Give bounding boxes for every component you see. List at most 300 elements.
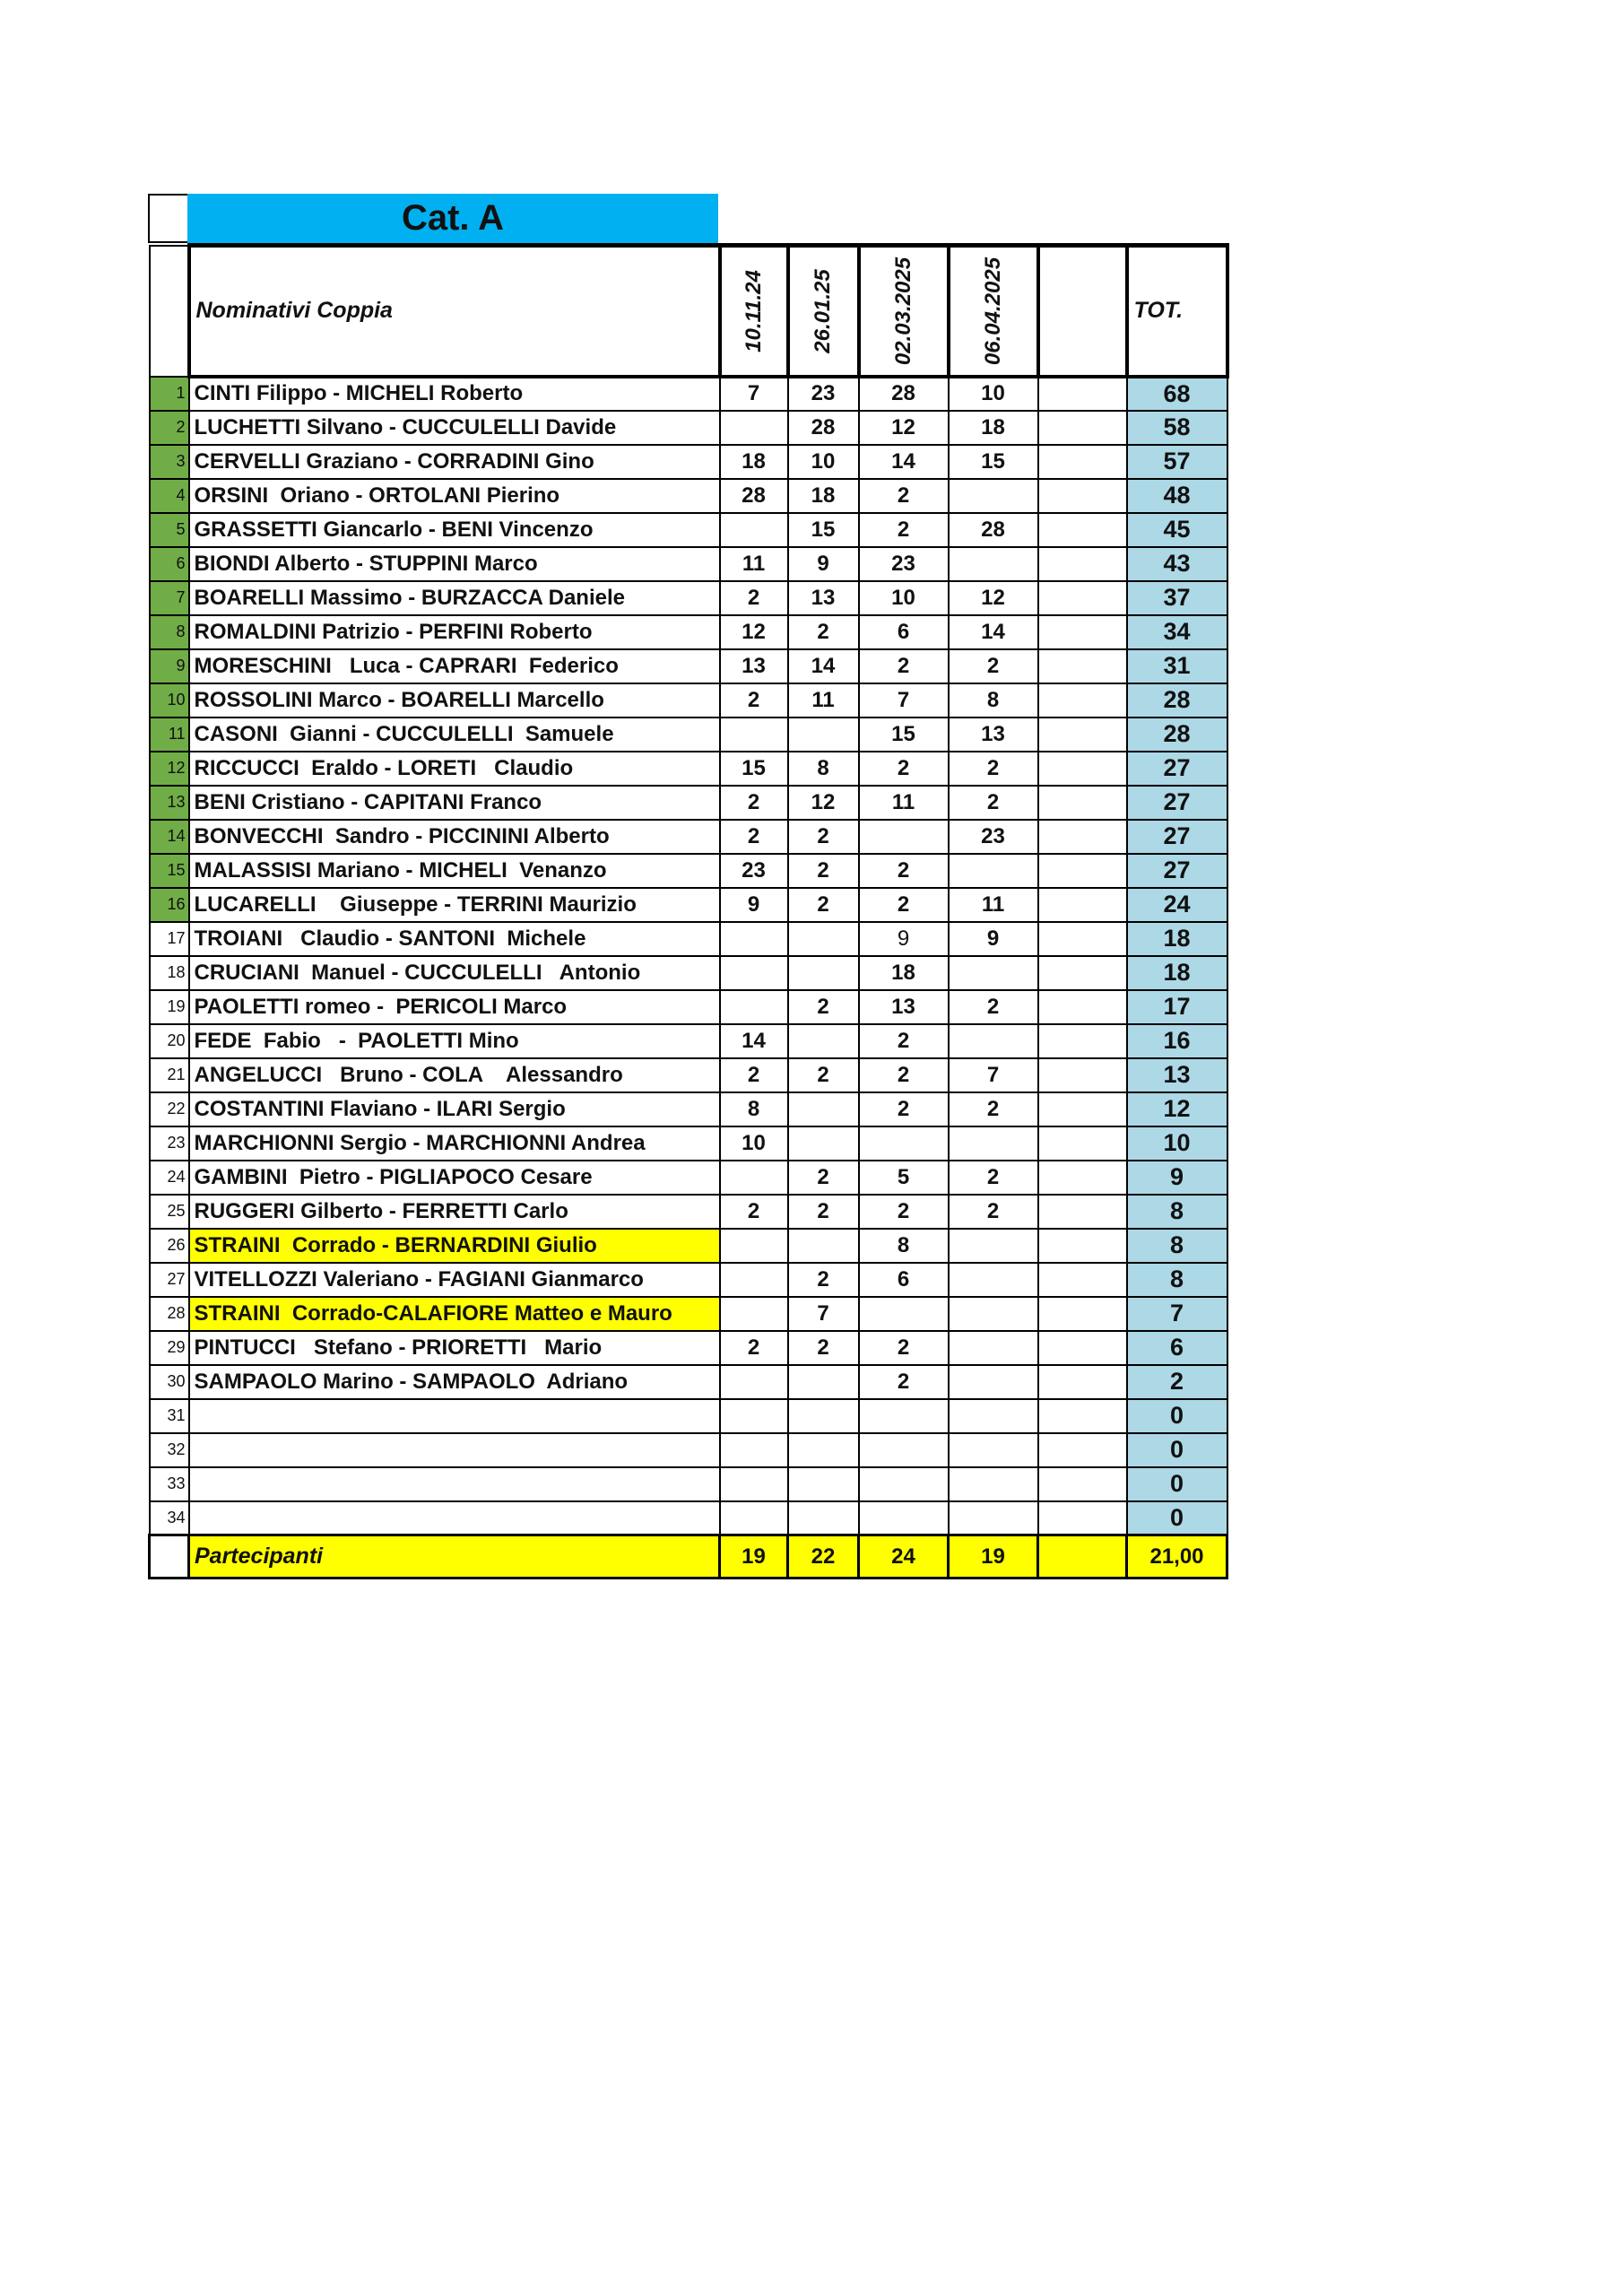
score-cell bbox=[720, 718, 788, 752]
score-cell: 23 bbox=[949, 820, 1038, 854]
score-cell: 10 bbox=[859, 581, 949, 615]
score-cell bbox=[720, 1161, 788, 1195]
score-cell: 2 bbox=[720, 683, 788, 718]
header-date-4 bbox=[949, 246, 1038, 377]
table-row bbox=[150, 1024, 1227, 1058]
total-cell: 17 bbox=[1127, 990, 1227, 1024]
score-cell bbox=[949, 1365, 1038, 1399]
row-index: 17 bbox=[150, 922, 189, 956]
pair-name: MALASSISI Mariano - MICHELI Venanzo bbox=[189, 854, 720, 888]
score-cell: 7 bbox=[949, 1058, 1038, 1092]
score-cell: 2 bbox=[859, 513, 949, 547]
score-cell: 28 bbox=[788, 411, 859, 445]
row-index: 7 bbox=[150, 581, 189, 615]
score-cell: 28 bbox=[859, 377, 949, 411]
score-cell: 9 bbox=[859, 922, 949, 956]
table-row bbox=[150, 1365, 1227, 1399]
row-index: 16 bbox=[150, 888, 189, 922]
score-cell: 2 bbox=[720, 1058, 788, 1092]
score-cell: 2 bbox=[949, 752, 1038, 786]
row-index: 15 bbox=[150, 854, 189, 888]
score-cell bbox=[859, 820, 949, 854]
table-row bbox=[150, 513, 1227, 547]
header-date-2 bbox=[788, 246, 859, 377]
score-cell: 15 bbox=[859, 718, 949, 752]
score-cell: 18 bbox=[788, 479, 859, 513]
table-row bbox=[150, 411, 1227, 445]
table-row bbox=[150, 547, 1227, 581]
score-cell bbox=[859, 1297, 949, 1331]
pair-name: COSTANTINI Flaviano - ILARI Sergio bbox=[189, 1092, 720, 1126]
score-cell bbox=[788, 1092, 859, 1126]
total-cell: 8 bbox=[1127, 1263, 1227, 1297]
score-cell: 2 bbox=[859, 1092, 949, 1126]
score-cell: 2 bbox=[859, 854, 949, 888]
score-cell bbox=[1038, 854, 1127, 888]
score-cell bbox=[1038, 888, 1127, 922]
participants-count-1: 19 bbox=[720, 1535, 788, 1578]
score-cell bbox=[720, 922, 788, 956]
score-cell: 12 bbox=[949, 581, 1038, 615]
score-cell bbox=[859, 1501, 949, 1535]
score-cell bbox=[949, 854, 1038, 888]
score-cell bbox=[1038, 1433, 1127, 1467]
header-date-1-label: 10.11.24 bbox=[741, 269, 766, 352]
total-cell: 18 bbox=[1127, 956, 1227, 990]
pair-name: MARCHIONNI Sergio - MARCHIONNI Andrea bbox=[189, 1126, 720, 1161]
total-cell: 27 bbox=[1127, 820, 1227, 854]
score-cell bbox=[1038, 1365, 1127, 1399]
score-cell: 2 bbox=[788, 1331, 859, 1365]
table-row bbox=[150, 445, 1227, 479]
table-row bbox=[150, 1161, 1227, 1195]
total-cell: 34 bbox=[1127, 615, 1227, 649]
table-row bbox=[150, 1399, 1227, 1433]
score-cell bbox=[1038, 1331, 1127, 1365]
title-row bbox=[148, 194, 1226, 243]
score-cell: 6 bbox=[859, 615, 949, 649]
pair-name: SAMPAOLO Marino - SAMPAOLO Adriano bbox=[189, 1365, 720, 1399]
score-cell: 10 bbox=[788, 445, 859, 479]
table-row bbox=[150, 888, 1227, 922]
participants-count-2: 22 bbox=[788, 1535, 859, 1578]
score-cell bbox=[1038, 377, 1127, 411]
score-cell bbox=[859, 1433, 949, 1467]
table-row bbox=[150, 718, 1227, 752]
score-cell bbox=[1038, 1229, 1127, 1263]
score-cell bbox=[788, 956, 859, 990]
pair-name: RICCUCCI Eraldo - LORETI Claudio bbox=[189, 752, 720, 786]
total-cell: 13 bbox=[1127, 1058, 1227, 1092]
score-cell bbox=[949, 479, 1038, 513]
score-cell bbox=[1038, 615, 1127, 649]
score-cell: 11 bbox=[720, 547, 788, 581]
participants-count-3: 24 bbox=[859, 1535, 949, 1578]
score-cell bbox=[1038, 1058, 1127, 1092]
score-cell bbox=[720, 956, 788, 990]
score-cell bbox=[949, 547, 1038, 581]
score-cell: 2 bbox=[788, 888, 859, 922]
score-cell: 2 bbox=[788, 1195, 859, 1229]
row-index: 32 bbox=[150, 1433, 189, 1467]
score-cell bbox=[949, 1024, 1038, 1058]
pair-name: CERVELLI Graziano - CORRADINI Gino bbox=[189, 445, 720, 479]
total-cell: 6 bbox=[1127, 1331, 1227, 1365]
pair-name bbox=[189, 1501, 720, 1535]
score-cell bbox=[1038, 1467, 1127, 1501]
table-row bbox=[150, 615, 1227, 649]
total-cell: 28 bbox=[1127, 718, 1227, 752]
pair-name: PAOLETTI romeo - PERICOLI Marco bbox=[189, 990, 720, 1024]
score-cell bbox=[720, 1297, 788, 1331]
pair-name bbox=[189, 1399, 720, 1433]
score-cell bbox=[949, 1399, 1038, 1433]
pair-name: ROSSOLINI Marco - BOARELLI Marcello bbox=[189, 683, 720, 718]
row-index: 27 bbox=[150, 1263, 189, 1297]
pair-name: BONVECCHI Sandro - PICCININI Alberto bbox=[189, 820, 720, 854]
table-row bbox=[150, 854, 1227, 888]
score-cell: 12 bbox=[788, 786, 859, 820]
table-row bbox=[150, 1263, 1227, 1297]
category-title: Cat. A bbox=[187, 194, 718, 243]
pair-name: CINTI Filippo - MICHELI Roberto bbox=[189, 377, 720, 411]
ranking-sheet bbox=[148, 194, 1226, 1579]
score-cell: 11 bbox=[788, 683, 859, 718]
score-cell bbox=[1038, 1195, 1127, 1229]
pair-name: GAMBINI Pietro - PIGLIAPOCO Cesare bbox=[189, 1161, 720, 1195]
header-name: Nominativi Coppia bbox=[189, 246, 720, 377]
score-cell bbox=[788, 1467, 859, 1501]
row-index: 5 bbox=[150, 513, 189, 547]
table-row bbox=[150, 649, 1227, 683]
score-cell: 2 bbox=[859, 1024, 949, 1058]
pair-name: FEDE Fabio - PAOLETTI Mino bbox=[189, 1024, 720, 1058]
total-cell: 18 bbox=[1127, 922, 1227, 956]
table-row bbox=[150, 377, 1227, 411]
row-index: 10 bbox=[150, 683, 189, 718]
row-index: 6 bbox=[150, 547, 189, 581]
score-cell: 8 bbox=[949, 683, 1038, 718]
table-row bbox=[150, 990, 1227, 1024]
total-cell: 28 bbox=[1127, 683, 1227, 718]
table-row bbox=[150, 1092, 1227, 1126]
score-cell bbox=[1038, 1126, 1127, 1161]
total-cell: 12 bbox=[1127, 1092, 1227, 1126]
pair-name: CASONI Gianni - CUCCULELLI Samuele bbox=[189, 718, 720, 752]
footer-index-cell bbox=[150, 1535, 189, 1578]
score-cell bbox=[720, 1229, 788, 1263]
total-cell: 0 bbox=[1127, 1399, 1227, 1433]
row-index: 14 bbox=[150, 820, 189, 854]
row-index: 23 bbox=[150, 1126, 189, 1161]
score-cell: 2 bbox=[949, 786, 1038, 820]
score-cell: 7 bbox=[859, 683, 949, 718]
header-date-5 bbox=[1038, 246, 1127, 377]
total-cell: 58 bbox=[1127, 411, 1227, 445]
total-cell: 31 bbox=[1127, 649, 1227, 683]
pair-name: ANGELUCCI Bruno - COLA Alessandro bbox=[189, 1058, 720, 1092]
score-cell: 2 bbox=[859, 1331, 949, 1365]
score-cell: 14 bbox=[720, 1024, 788, 1058]
score-cell bbox=[859, 1399, 949, 1433]
total-cell: 48 bbox=[1127, 479, 1227, 513]
score-cell: 2 bbox=[788, 854, 859, 888]
score-cell bbox=[1038, 1092, 1127, 1126]
score-cell: 2 bbox=[788, 990, 859, 1024]
table-row bbox=[150, 1195, 1227, 1229]
score-cell bbox=[1038, 752, 1127, 786]
row-index: 12 bbox=[150, 752, 189, 786]
score-cell bbox=[1038, 820, 1127, 854]
row-index: 20 bbox=[150, 1024, 189, 1058]
score-cell bbox=[788, 1365, 859, 1399]
header-row bbox=[150, 246, 1227, 377]
score-cell bbox=[1038, 1263, 1127, 1297]
row-index: 22 bbox=[150, 1092, 189, 1126]
participants-count-4: 19 bbox=[949, 1535, 1038, 1578]
total-cell: 9 bbox=[1127, 1161, 1227, 1195]
table-row bbox=[150, 1297, 1227, 1331]
table-row bbox=[150, 1467, 1227, 1501]
score-cell bbox=[1038, 581, 1127, 615]
score-cell: 8 bbox=[859, 1229, 949, 1263]
score-cell bbox=[788, 922, 859, 956]
score-cell: 2 bbox=[949, 649, 1038, 683]
row-index: 8 bbox=[150, 615, 189, 649]
score-cell: 5 bbox=[859, 1161, 949, 1195]
table-row bbox=[150, 820, 1227, 854]
row-index: 19 bbox=[150, 990, 189, 1024]
table-row bbox=[150, 1126, 1227, 1161]
score-cell bbox=[1038, 479, 1127, 513]
pair-name: BIONDI Alberto - STUPPINI Marco bbox=[189, 547, 720, 581]
table-row bbox=[150, 922, 1227, 956]
score-cell bbox=[788, 1126, 859, 1161]
score-cell bbox=[1038, 1399, 1127, 1433]
participants-average: 21,00 bbox=[1127, 1535, 1227, 1578]
score-cell: 2 bbox=[720, 1331, 788, 1365]
pair-name: BOARELLI Massimo - BURZACCA Daniele bbox=[189, 581, 720, 615]
score-cell bbox=[949, 956, 1038, 990]
header-date-3-label: 02.03.2025 bbox=[890, 257, 915, 365]
row-index: 34 bbox=[150, 1501, 189, 1535]
score-cell bbox=[1038, 718, 1127, 752]
total-cell: 45 bbox=[1127, 513, 1227, 547]
score-cell: 8 bbox=[788, 752, 859, 786]
score-cell: 2 bbox=[949, 990, 1038, 1024]
score-cell: 2 bbox=[720, 581, 788, 615]
participants-row bbox=[150, 1535, 1227, 1578]
pair-name: RUGGERI Gilberto - FERRETTI Carlo bbox=[189, 1195, 720, 1229]
score-cell bbox=[1038, 990, 1127, 1024]
score-cell: 9 bbox=[788, 547, 859, 581]
score-cell: 2 bbox=[788, 1161, 859, 1195]
score-cell: 18 bbox=[859, 956, 949, 990]
score-cell: 2 bbox=[788, 615, 859, 649]
row-index: 26 bbox=[150, 1229, 189, 1263]
score-cell: 2 bbox=[859, 1058, 949, 1092]
header-total: TOT. bbox=[1127, 246, 1227, 377]
score-cell: 18 bbox=[949, 411, 1038, 445]
row-index: 28 bbox=[150, 1297, 189, 1331]
score-cell: 2 bbox=[949, 1195, 1038, 1229]
score-cell: 9 bbox=[949, 922, 1038, 956]
score-cell bbox=[949, 1126, 1038, 1161]
score-cell: 14 bbox=[949, 615, 1038, 649]
total-cell: 24 bbox=[1127, 888, 1227, 922]
score-cell: 7 bbox=[788, 1297, 859, 1331]
score-cell: 23 bbox=[859, 547, 949, 581]
header-date-2-label: 26.01.25 bbox=[811, 269, 835, 353]
score-cell: 13 bbox=[949, 718, 1038, 752]
score-cell bbox=[788, 1399, 859, 1433]
total-cell: 27 bbox=[1127, 752, 1227, 786]
score-cell: 18 bbox=[720, 445, 788, 479]
row-index: 33 bbox=[150, 1467, 189, 1501]
pair-name: TROIANI Claudio - SANTONI Michele bbox=[189, 922, 720, 956]
pair-name: MORESCHINI Luca - CAPRARI Federico bbox=[189, 649, 720, 683]
score-cell bbox=[1038, 513, 1127, 547]
total-cell: 7 bbox=[1127, 1297, 1227, 1331]
table-row bbox=[150, 683, 1227, 718]
row-index: 9 bbox=[150, 649, 189, 683]
score-cell bbox=[949, 1467, 1038, 1501]
score-cell bbox=[720, 1365, 788, 1399]
score-cell: 28 bbox=[949, 513, 1038, 547]
total-cell: 27 bbox=[1127, 786, 1227, 820]
score-cell: 2 bbox=[788, 1058, 859, 1092]
score-cell: 12 bbox=[859, 411, 949, 445]
pair-name: BENI Cristiano - CAPITANI Franco bbox=[189, 786, 720, 820]
score-cell: 13 bbox=[859, 990, 949, 1024]
participants-label: Partecipanti bbox=[189, 1535, 720, 1578]
score-cell: 10 bbox=[949, 377, 1038, 411]
pair-name: VITELLOZZI Valeriano - FAGIANI Gianmarco bbox=[189, 1263, 720, 1297]
row-index: 29 bbox=[150, 1331, 189, 1365]
pair-name bbox=[189, 1433, 720, 1467]
score-cell bbox=[720, 411, 788, 445]
score-cell bbox=[949, 1229, 1038, 1263]
table-row bbox=[150, 1229, 1227, 1263]
pair-name: STRAINI Corrado - BERNARDINI Giulio bbox=[189, 1229, 720, 1263]
table-row bbox=[150, 581, 1227, 615]
score-cell bbox=[949, 1501, 1038, 1535]
score-cell bbox=[1038, 445, 1127, 479]
score-cell bbox=[1038, 1501, 1127, 1535]
title-corner-cell bbox=[148, 194, 187, 243]
score-cell bbox=[1038, 1297, 1127, 1331]
score-cell: 2 bbox=[859, 649, 949, 683]
score-cell bbox=[1038, 786, 1127, 820]
total-cell: 37 bbox=[1127, 581, 1227, 615]
score-cell bbox=[949, 1331, 1038, 1365]
total-cell: 0 bbox=[1127, 1467, 1227, 1501]
score-cell bbox=[720, 1263, 788, 1297]
score-cell: 2 bbox=[720, 786, 788, 820]
row-index: 25 bbox=[150, 1195, 189, 1229]
score-cell: 14 bbox=[788, 649, 859, 683]
header-date-4-label: 06.04.2025 bbox=[980, 257, 1005, 365]
score-cell bbox=[788, 1024, 859, 1058]
score-cell bbox=[1038, 1024, 1127, 1058]
score-cell: 13 bbox=[788, 581, 859, 615]
total-cell: 43 bbox=[1127, 547, 1227, 581]
score-cell: 2 bbox=[788, 1263, 859, 1297]
total-cell: 57 bbox=[1127, 445, 1227, 479]
score-cell bbox=[859, 1467, 949, 1501]
score-cell bbox=[788, 1433, 859, 1467]
score-cell bbox=[859, 1126, 949, 1161]
score-cell: 2 bbox=[720, 820, 788, 854]
row-index: 31 bbox=[150, 1399, 189, 1433]
score-cell bbox=[788, 718, 859, 752]
row-index: 30 bbox=[150, 1365, 189, 1399]
ranking-rows bbox=[150, 377, 1227, 1535]
score-cell bbox=[949, 1297, 1038, 1331]
score-cell: 7 bbox=[720, 377, 788, 411]
total-cell: 8 bbox=[1127, 1229, 1227, 1263]
score-cell bbox=[949, 1433, 1038, 1467]
pair-name: GRASSETTI Giancarlo - BENI Vincenzo bbox=[189, 513, 720, 547]
score-cell bbox=[1038, 547, 1127, 581]
total-cell: 27 bbox=[1127, 854, 1227, 888]
score-cell: 15 bbox=[720, 752, 788, 786]
total-cell: 0 bbox=[1127, 1501, 1227, 1535]
row-index: 18 bbox=[150, 956, 189, 990]
score-cell: 15 bbox=[788, 513, 859, 547]
total-cell: 68 bbox=[1127, 377, 1227, 411]
score-cell: 9 bbox=[720, 888, 788, 922]
score-cell bbox=[720, 1399, 788, 1433]
score-cell: 10 bbox=[720, 1126, 788, 1161]
score-cell bbox=[1038, 1161, 1127, 1195]
table-row bbox=[150, 1501, 1227, 1535]
pair-name bbox=[189, 1467, 720, 1501]
score-cell bbox=[720, 990, 788, 1024]
table-row bbox=[150, 752, 1227, 786]
score-cell: 13 bbox=[720, 649, 788, 683]
score-cell bbox=[788, 1501, 859, 1535]
score-cell bbox=[720, 1501, 788, 1535]
row-index: 11 bbox=[150, 718, 189, 752]
score-cell bbox=[1038, 411, 1127, 445]
score-cell: 14 bbox=[859, 445, 949, 479]
score-cell bbox=[1038, 683, 1127, 718]
score-cell: 2 bbox=[788, 820, 859, 854]
table-row bbox=[150, 1433, 1227, 1467]
table-row bbox=[150, 479, 1227, 513]
row-index: 2 bbox=[150, 411, 189, 445]
header-date-3 bbox=[859, 246, 949, 377]
row-index: 4 bbox=[150, 479, 189, 513]
score-cell: 23 bbox=[720, 854, 788, 888]
table-row bbox=[150, 786, 1227, 820]
table-row bbox=[150, 1058, 1227, 1092]
score-cell: 11 bbox=[949, 888, 1038, 922]
score-cell bbox=[788, 1229, 859, 1263]
table-row bbox=[150, 956, 1227, 990]
score-cell bbox=[720, 1433, 788, 1467]
pair-name: CRUCIANI Manuel - CUCCULELLI Antonio bbox=[189, 956, 720, 990]
header-date-1 bbox=[720, 246, 788, 377]
total-cell: 10 bbox=[1127, 1126, 1227, 1161]
score-cell: 11 bbox=[859, 786, 949, 820]
score-cell bbox=[1038, 956, 1127, 990]
total-cell: 0 bbox=[1127, 1433, 1227, 1467]
row-index: 21 bbox=[150, 1058, 189, 1092]
pair-name: ROMALDINI Patrizio - PERFINI Roberto bbox=[189, 615, 720, 649]
score-cell: 2 bbox=[949, 1092, 1038, 1126]
